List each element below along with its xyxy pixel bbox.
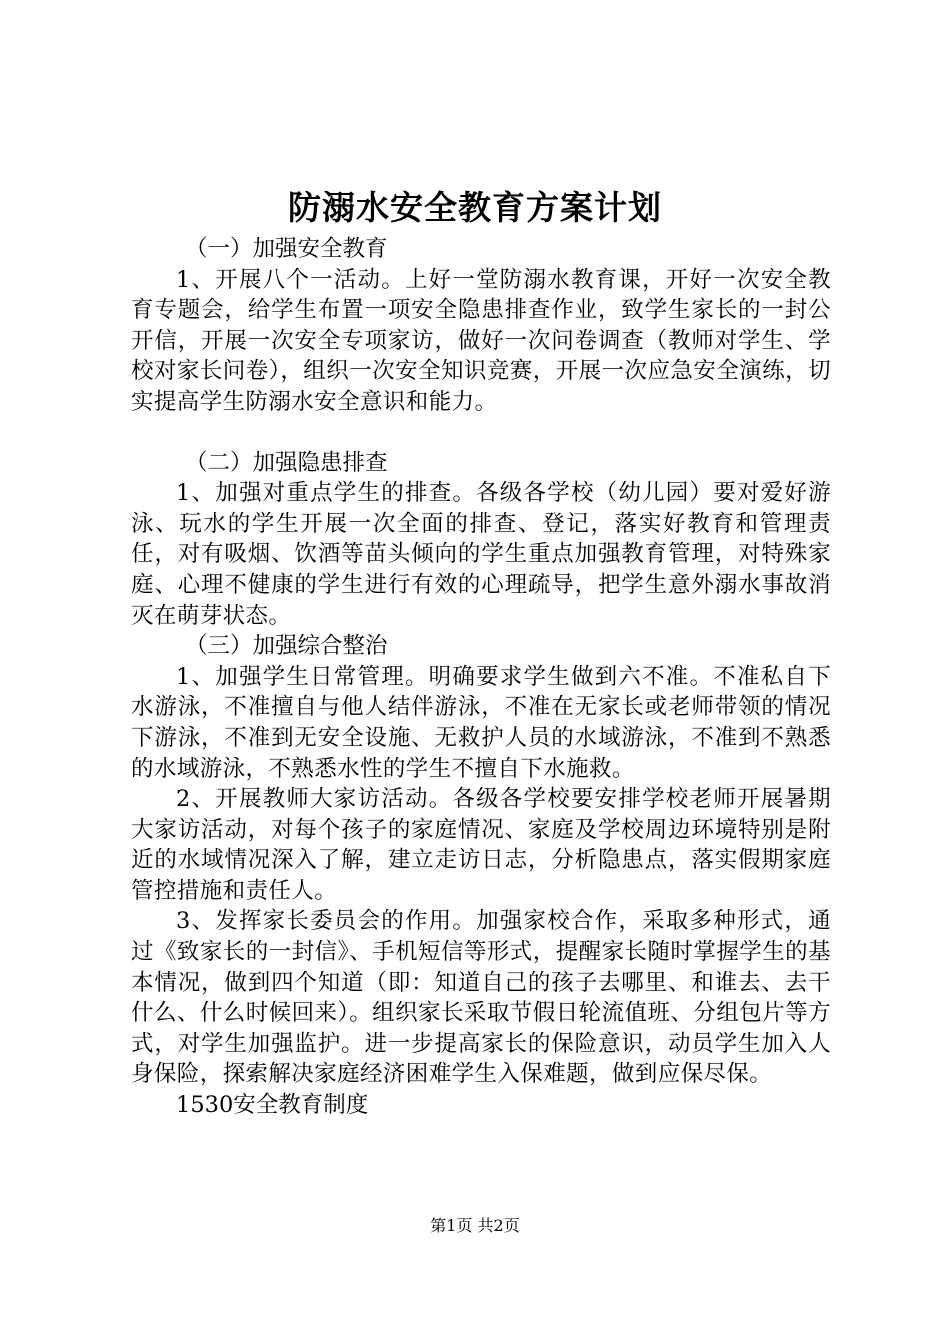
section-3-paragraph-3: 3、发挥家长委员会的作用。加强家校合作，采取多种形式，通过《致家长的一封信》、手机短信等形式，提醒家长随时掌握学生的基本情况，做到四个知道（即：知道自己的孩子去哪里、和谁去、去干什么、什么时候回来）。组织家长采取节假日轮流值班、分组包片等方式，对学生加强监护。进一步提高家长的保险意识，动员学生加入人身保险，探索解决家庭经济困难学生入保难题，做到应保尽保。 bbox=[131, 908, 831, 1088]
section-heading-3: （三）加强综合整治 bbox=[185, 633, 388, 660]
section-1-paragraph-1: 1、开展八个一活动。上好一堂防溺水教育课，开好一次安全教育专题会，给学生布置一项安全隐患排查作业，致学生家长的一封公开信，开展一次安全专项家访，做好一次问卷调查（教师对学生、学校对家长问卷），组织一次安全知识竞赛，开展一次应急安全演练，切实提高学生防溺水安全意识和能力。 bbox=[131, 266, 831, 415]
section-3-paragraph-1: 1、加强学生日常管理。明确要求学生做到六不准。不准私自下水游泳，不准擅自与他人结伴游泳，不准在无家长或老师带领的情况下游泳，不准到无安全设施、无救护人员的水域游泳，不准到不熟悉的水域游泳，不熟悉水性的学生不擅自下水施救。 bbox=[131, 663, 831, 782]
section-heading-2: （二）加强隐患排查 bbox=[185, 449, 388, 476]
section-3-paragraph-2: 2、开展教师大家访活动。各级各学校要安排学校老师开展暑期大家访活动，对每个孩子的家庭情况、家庭及学校周边环境特别是附近的水域情况深入了解，建立走访日志，分析隐患点，落实假期家庭管控措施和责任人。 bbox=[131, 786, 831, 904]
section-2-paragraph-1: 1、加强对重点学生的排查。各级各学校（幼儿园）要对爱好游泳、玩水的学生开展一次全面的排查、登记，落实好教育和管理责任，对有吸烟、饮酒等苗头倾向的学生重点加强教育管理，对特殊家庭、心理不健康的学生进行有效的心理疏导，把学生意外溺水事故消灭在萌芽状态。 bbox=[131, 480, 831, 629]
document-title: 防溺水安全教育方案计划 bbox=[288, 188, 662, 227]
paragraph-spacer bbox=[131, 418, 831, 448]
section-heading-1: （一）加强安全教育 bbox=[185, 236, 388, 262]
page-footer: 第1页 共2页 bbox=[430, 1216, 520, 1235]
trailing-line: 1530安全教育制度 bbox=[176, 1092, 369, 1119]
document-body bbox=[131, 234, 831, 1121]
